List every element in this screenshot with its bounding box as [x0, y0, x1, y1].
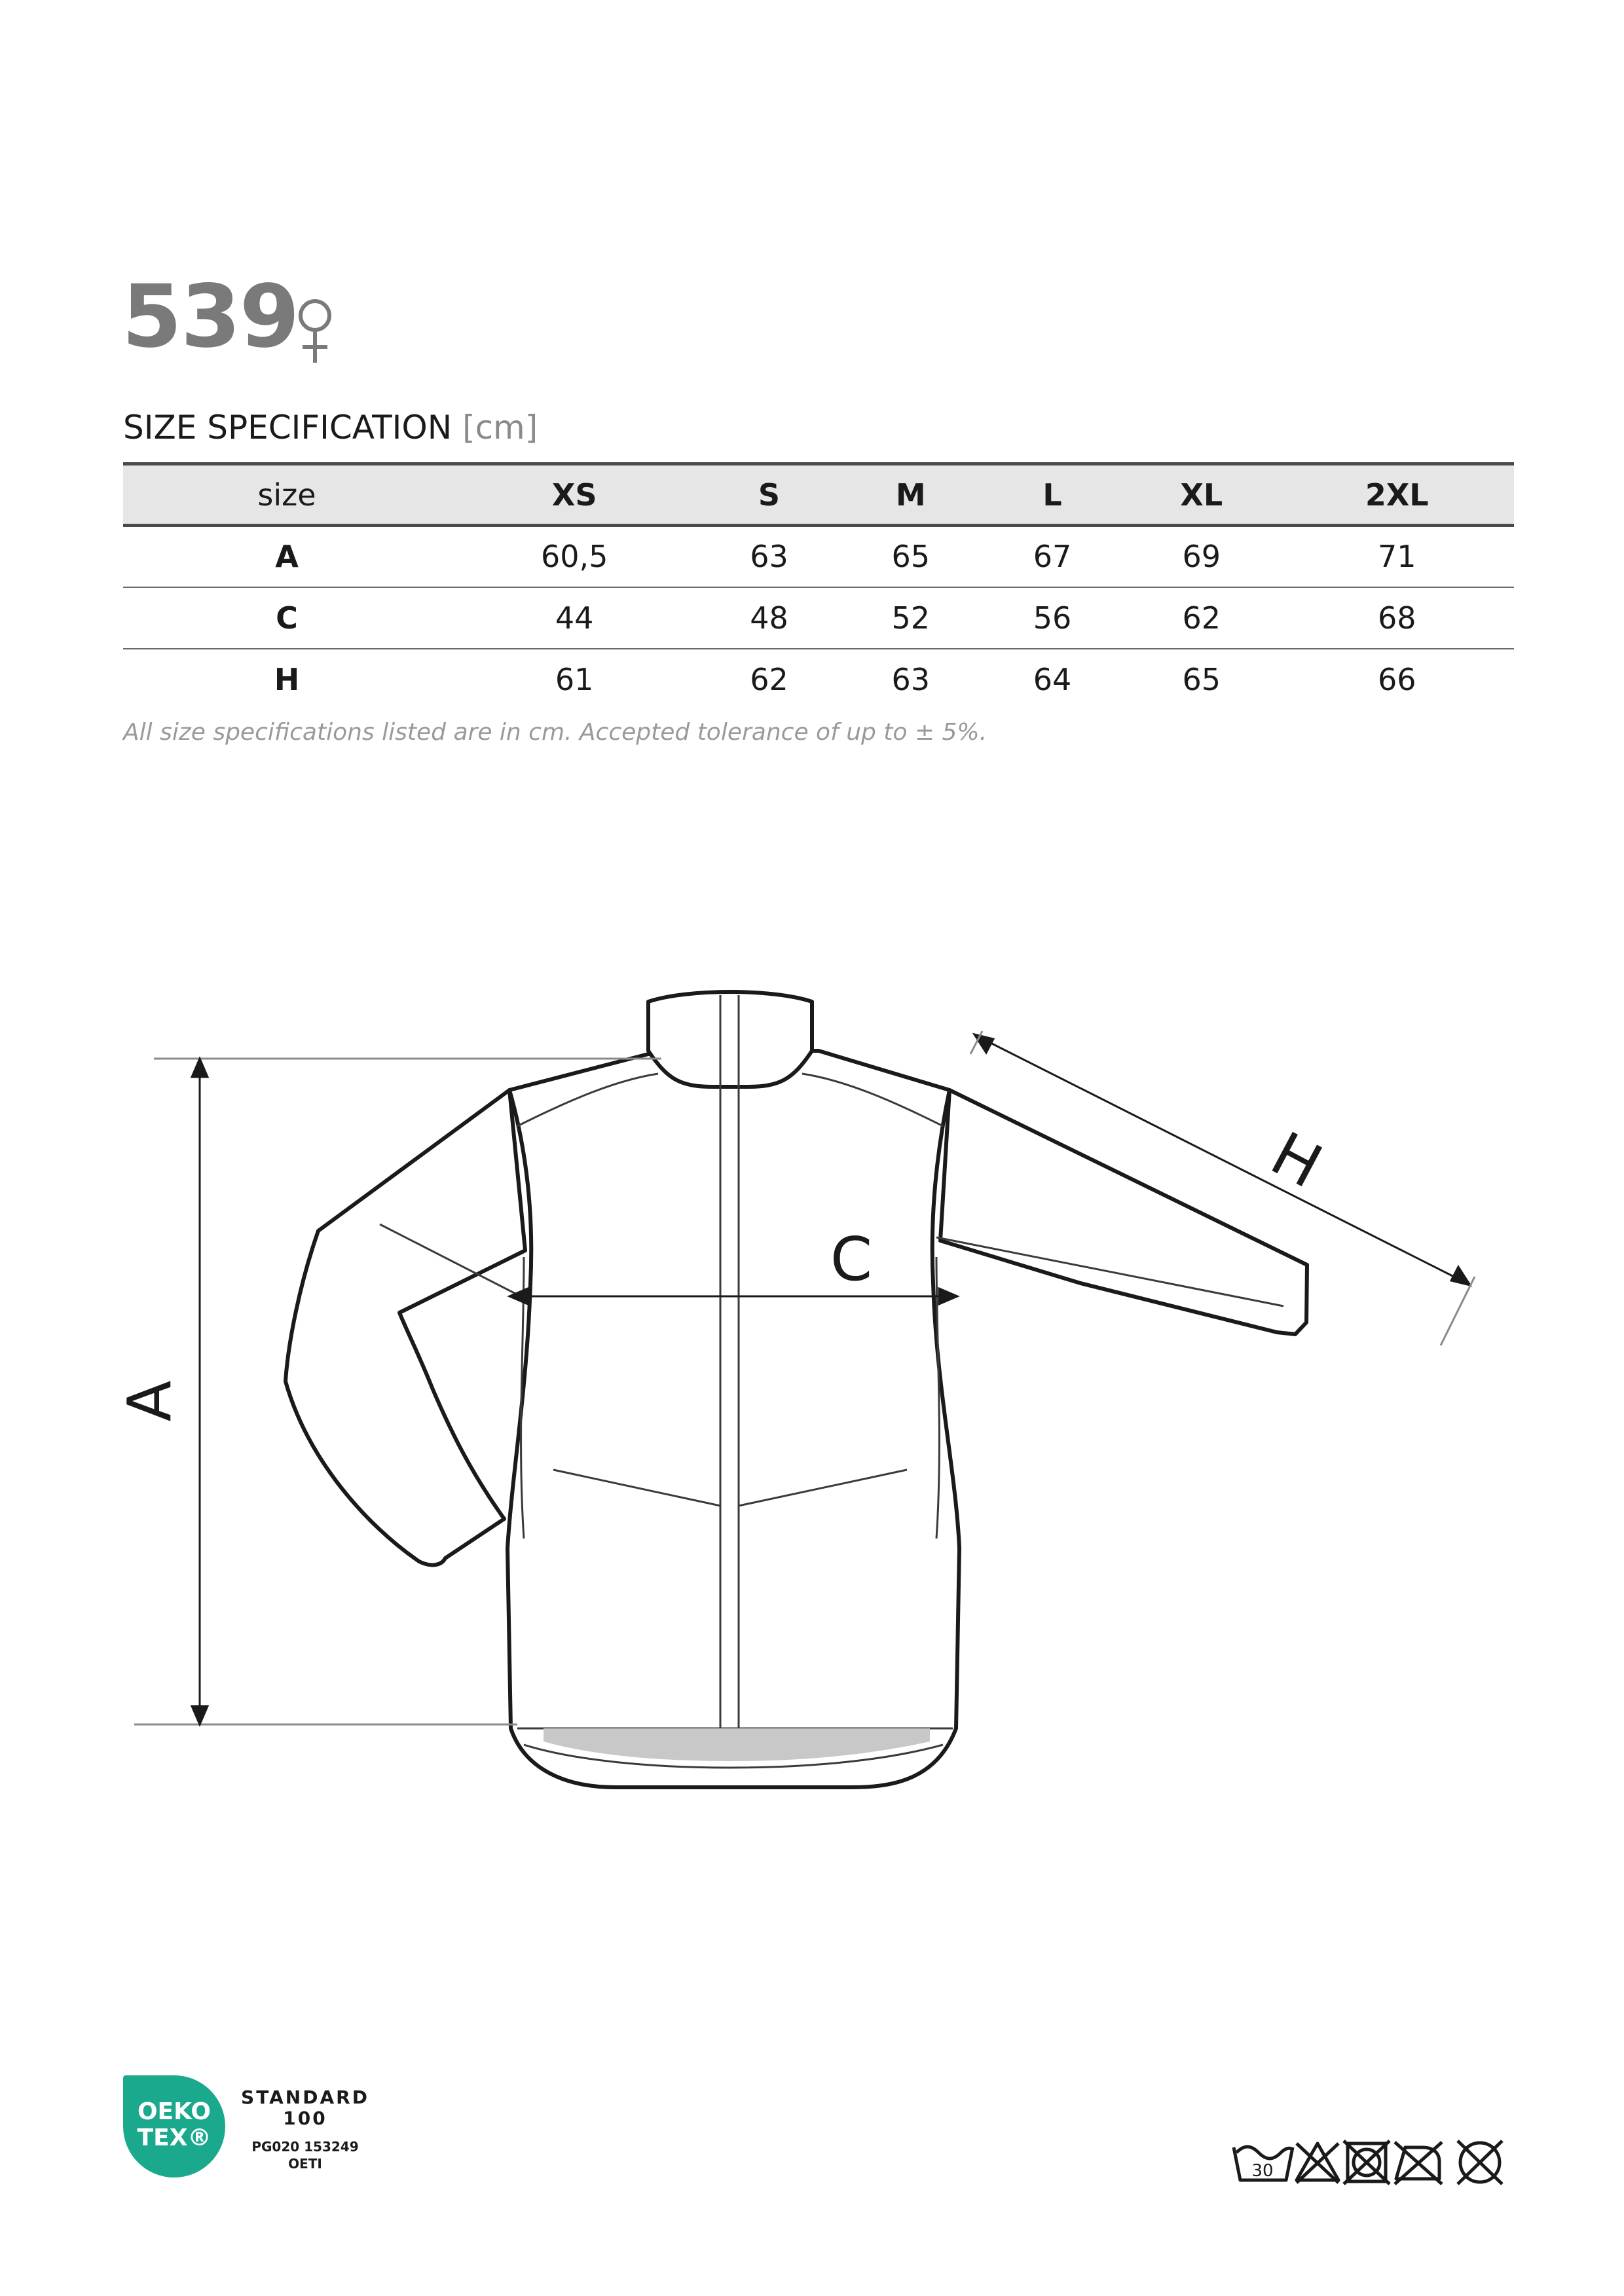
- spec-title-text: SIZE SPECIFICATION: [123, 409, 452, 446]
- oeko-logo-line2: TEX®: [137, 2124, 212, 2151]
- table-cell: 61: [555, 662, 594, 697]
- table-row-key: H: [274, 662, 300, 697]
- table-cell: 64: [1033, 662, 1072, 697]
- cert-institute: OETI: [288, 2156, 322, 2172]
- table-row: [123, 587, 1514, 649]
- wash-30-icon: [1234, 2147, 1293, 2181]
- oeko-logo-line1: OEKO: [137, 2098, 212, 2125]
- cert-number: PG020 153249: [251, 2139, 359, 2155]
- tolerance-note: All size specifications listed are in cm. Accepted tolerance of up to ± 5%.: [123, 719, 987, 746]
- oeko-tex-badge: [123, 2075, 225, 2178]
- table-cell: 65: [891, 539, 930, 575]
- table-cell: 62: [750, 662, 788, 697]
- wash-temp: 30: [1251, 2161, 1274, 2181]
- table-row-key: C: [276, 600, 298, 636]
- standard-line1: STANDARD: [241, 2086, 369, 2108]
- softshell-jacket-icon: [286, 992, 1307, 1787]
- table-row: [123, 526, 1514, 587]
- table-cell: 71: [1377, 539, 1416, 575]
- table-header-cell: S: [758, 477, 781, 513]
- table-cell: 66: [1377, 662, 1416, 697]
- table-cell: 62: [1182, 600, 1221, 636]
- oeko-standard-text: [240, 2087, 371, 2129]
- table-cell: 63: [750, 539, 788, 575]
- spec-unit: [cm]: [462, 409, 538, 446]
- dimension-label-h: H: [1260, 1118, 1333, 1202]
- no-dry-clean-icon: [1458, 2141, 1502, 2184]
- no-tumble-dry-icon: [1344, 2141, 1390, 2184]
- table-cell: 65: [1182, 662, 1221, 697]
- no-bleach-icon: [1297, 2143, 1338, 2183]
- table-header-cell: XS: [551, 477, 597, 513]
- table-header-cell: M: [895, 477, 926, 513]
- dimension-label-a: A: [115, 1380, 185, 1422]
- oeko-cert-text: [240, 2138, 371, 2172]
- jacket-diagram: [0, 949, 1624, 1820]
- standard-line2: 100: [283, 2107, 327, 2129]
- table-row: [123, 649, 1514, 710]
- spec-title: [123, 411, 538, 444]
- table-cell: 67: [1033, 539, 1072, 575]
- table-header-cell: XL: [1180, 477, 1223, 513]
- size-table: [123, 462, 1514, 710]
- dimension-label-c: C: [830, 1224, 873, 1294]
- care-icons: [1231, 2136, 1539, 2188]
- table-cell: 69: [1182, 539, 1221, 575]
- table-header-row: [123, 464, 1514, 526]
- table-cell: 48: [750, 600, 788, 636]
- table-row-key: A: [275, 539, 299, 575]
- table-header-cell: 2XL: [1365, 477, 1429, 513]
- table-cell: 44: [555, 600, 594, 636]
- product-code: 539: [122, 266, 299, 367]
- table-cell: 56: [1033, 600, 1072, 636]
- table-cell: 60,5: [540, 539, 608, 575]
- table-cell: 68: [1377, 600, 1416, 636]
- no-iron-icon: [1395, 2142, 1442, 2184]
- table-cell: 63: [891, 662, 930, 697]
- table-header-cell: L: [1043, 477, 1062, 513]
- table-cell: 52: [891, 600, 930, 636]
- table-header-cell: size: [257, 477, 316, 513]
- female-symbol-icon: [292, 296, 338, 368]
